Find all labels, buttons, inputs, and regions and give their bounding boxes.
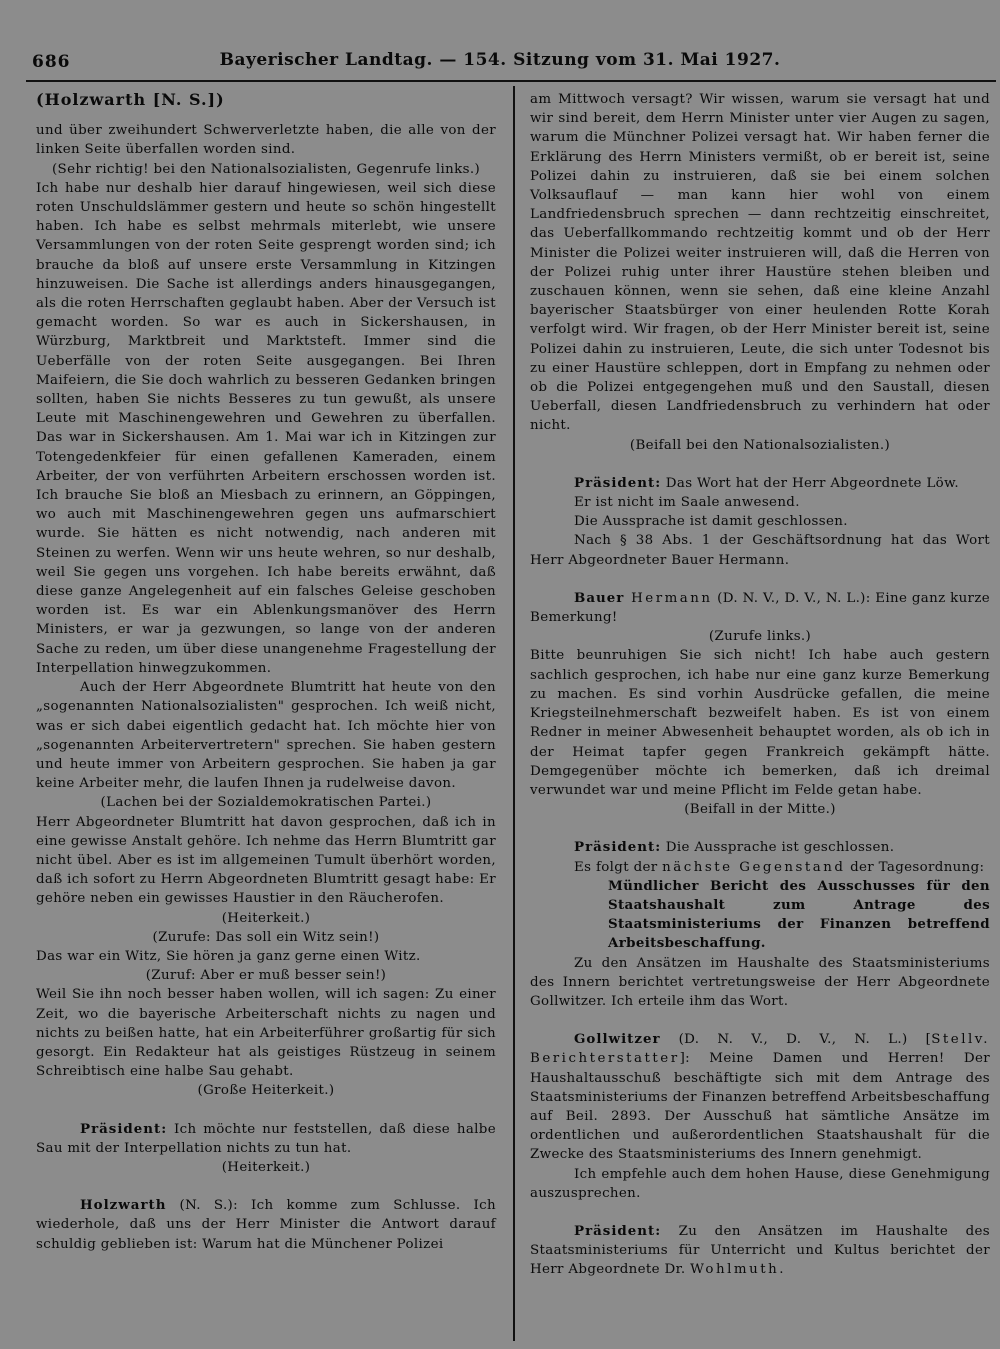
right-column <box>530 90 990 1280</box>
speech-text: (N. S.): Ich komme zum Schlusse. Ich wiederhole, daß uns der Herr Minister die Antwort darauf schuldig geblieben ist: Warum hat die Münchener Polizei <box>36 1198 496 1252</box>
interjection: (Heiterkeit.) <box>221 1159 311 1175</box>
speech-bauer <box>530 589 990 627</box>
speaker-name: Holzwarth <box>80 1197 167 1214</box>
interjection: (Große Heiterkeit.) <box>197 1083 335 1099</box>
interjection: (Zurufe links.) <box>708 629 812 645</box>
header-rule <box>26 80 996 82</box>
speech-president <box>36 1120 496 1158</box>
running-title: Bayerischer Landtag. — 154. Sitzung vom 31. Mai 1927. <box>219 50 781 70</box>
speech-president: Präsident: Zu den Ansätzen im Haushalte des Staatsministeriums für Unterricht und Kultus berichtet der Herr Abgeordnete Dr. Wohlmuth. <box>530 1222 990 1278</box>
paragraph: Ich habe nur deshalb hier darauf hingewiesen, weil sich diese roten Unschuldslämmer gestern und heute so schön hingestellt haben. Ich habe es selbst mehrmals miterlebt, wie unsere Versammlungen von der roten Seite gesprengt worden sind; ich brauche da bloß auf unsere erste Versammlung in Kitzingen hinzuweisen. Die Sache ist allerdings anders hinausgegangen, als die roten Herrschaften geglaubt haben. Aber der Versuch ist gemacht worden. So war es auch in Sickershausen, in Würzburg, Marktbreit und Marktsteft. Immer sind die Ueberfälle von der roten Seite ausgegangen. Bei Ihren Maifeiern, die Sie doch wahrlich zu besseren Gedanken bringen sollten, haben Sie nichts Besseres zu tun gewußt, als unsere Leute mit Maschinengewehren und Gewehren zu überfallen. Das war in Sickershausen. Am 1. Mai war ich in Kitzingen zur Totengedenkfeier für einen gefallenen Kameraden, einem Arbeiter, der von verführten Arbeitern erschossen worden ist. Ich brauche Sie bloß an Miesbach zu erinnern, an Göppingen, wo auch mit Maschinengewehren gegen uns aufmarschiert wurde. Sie hätten es nicht notwendig, nach anderen mit Steinen zu werfen. Wenn wir uns heute wehren, so nur deshalb, weil Sie gegen uns vorgehen. Ich habe bereits erwähnt, daß diese ganze Angelegenheit auf ein falsches Geleise geschoben worden ist. Es war ein Ablenkungsmanöver des Herrn Ministers, er war ja gezwungen, so lange von der anderen Sache zu reden, um über diese unangenehme Fragestellung der Interpellation hinwegzukommen. <box>36 180 496 676</box>
speech-president <box>530 474 990 493</box>
interjection: (Beifall in der Mitte.) <box>684 802 836 818</box>
paragraph: am Mittwoch versagt? Wir wissen, warum sie versagt hat und wir sind bereit, dem Herrn Minister unter vier Augen zu sagen, warum die Münchner Polizei versagt hat. Wir haben ferner die Erklärung des Herrn Ministers vermißt, ob er bereit ist, seine Polizei dahin zu instruieren, daß sie bei einem solchen Volksauflauf — man kann hier wohl von einem Landfriedensbruch sprechen — dann rechtzeitig einschreitet, das Ueberfallkommando rechtzeitig kommt und ob der Herr Minister die Polizei weiter instruieren will, daß die Herren von der Polizei ruhig unter ihrer Haustüre stehen bleiben und zuschauen können, wenn sie sehen, daß eine kleine Anzahl bayerischer Staatsbürger von einer heulenden Rotte Korah verfolgt wird. Wir fragen, ob der Herr Minister bereit ist, seine Polizei dahin zu instruieren, Leute, die sich unter Todesnot bis zu einer Haustüre schleppen, dort in Empfang zu nehmen oder ob die Polizei entgegengehen muß und den Saustall, diesen Ueberfall, diesen Landfriedensbruch zu verhindern hat oder nicht. <box>530 92 990 434</box>
paragraph: Nach § 38 Abs. 1 der Geschäftsordnung hat das Wort Herr Abgeordneter Bauer Hermann. <box>530 533 990 568</box>
speaker-firstname: Hermann <box>624 590 713 606</box>
speaker-name: Präsident: <box>574 1222 662 1239</box>
speech-text: Das Wort hat der Herr Abgeordnete Löw. <box>661 475 959 491</box>
continued-speaker: (Holzwarth [N. S.]) <box>36 90 225 109</box>
interjection: (Sehr richtig! bei den Nationalsozialisten, Gegenrufe links.) <box>51 161 481 177</box>
interjection: (Heiterkeit.) <box>221 910 311 926</box>
speaker-name: Gollwitzer <box>574 1031 661 1048</box>
paragraph: Ich empfehle auch dem hohen Hause, diese Genehmigung auszusprechen. <box>530 1166 990 1201</box>
page-header <box>0 0 1000 80</box>
paragraph: Das war ein Witz, Sie hören ja ganz gerne einen Witz. <box>36 948 421 964</box>
interjection: (Zuruf: Aber er muß besser sein!) <box>145 968 387 984</box>
agenda-intro: Es folgt der nächste Gegenstand der Tagesordnung: <box>574 859 985 875</box>
speech-text: (D. N. V., D. V., N. L.): Eine ganz kurze Bemerkung! <box>530 590 990 626</box>
speaker-name: Präsident: <box>80 1120 168 1137</box>
left-column <box>36 90 496 1254</box>
speech-gollwitzer: Gollwitzer (D. N. V., D. V., N. L.) [Stellv. Berichterstatter]: Meine Damen und Herren! Der Haushaltausschuß beschäftigte sich mit dem Antrage des Staatsministeriums der Finanzen betreffend Arbeitsbeschaffung auf Beil. 2893. Der Ausschuß hat sämtliche Ansätze im ordentlichen und außerordentlichen Staatshaushalt für die Zwecke des Staatsministeriums des Innern genehmigt. <box>530 1031 990 1163</box>
speech-text: Ich möchte nur feststellen, daß diese halbe Sau mit der Interpellation nichts zu tun hat. <box>36 1121 496 1156</box>
page-number: 686 <box>32 52 71 72</box>
paragraph: und über zweihundert Schwerverletzte haben, die alle von der linken Seite überfallen worden sind. <box>36 123 496 158</box>
paragraph: Auch der Herr Abgeordnete Blumtritt hat heute von den „sogenannten Nationalsozialisten" gesprochen. Ich weiß nicht, was er sich dabei eigentlich gedacht hat. Ich möchte hier von „sogenannten Arbeitervertretern" sprechen. Sie haben gestern und heute immer von Arbeitern gesprochen. Sie haben ja gar keine Arbeiter mehr, die laufen Ihnen ja rudelweise davon. <box>36 680 496 792</box>
interjection: (Beifall bei den Nationalsozialisten.) <box>629 437 891 453</box>
speaker-name: Bauer <box>574 589 625 606</box>
paragraph: Er ist nicht im Saale anwesend. <box>574 495 800 511</box>
speech-president <box>530 838 990 857</box>
agenda-item: Mündlicher Bericht des Ausschusses für den Staatshaushalt zum Antrage des Staatsministeriums der Finanzen betreffend Arbeitsbeschaffung. <box>608 877 990 952</box>
speech-holzwarth <box>36 1196 496 1254</box>
column-divider <box>513 86 515 1341</box>
paragraph: Weil Sie ihn noch besser haben wollen, will ich sagen: Zu einer Zeit, wo die bayerische Arbeiterschaft nichts zu nagen und nichts zu beißen hatte, hat ein Arbeiterführer großartig für sich gesorgt. Ein Redakteur hat als geistiges Rüstzeug in seinem Schreibtisch eine halbe Sau gehabt. <box>36 987 496 1080</box>
speech-text: Die Aussprache ist geschlossen. <box>661 840 895 856</box>
paragraph: Zu den Ansätzen im Haushalte des Staatsministeriums des Innern berichtet vertretungsweise der Herr Abgeordnete Gollwitzer. Ich erteile ihm das Wort. <box>530 955 990 1009</box>
speaker-name: Präsident: <box>574 839 662 856</box>
paragraph: Bitte beunruhigen Sie sich nicht! Ich habe auch gestern sachlich gesprochen, ich habe nur eine ganz kurze Bemerkung zu machen. Es sind vorhin Ausdrücke gefallen, die meine Kriegsteilnehmerschaft bezweifelt haben. Es ist von einem Redner in meiner Abwesenheit behauptet worden, als ob ich in der Heimat tapfer gegen Frankreich gekämpft hätte. Demgegenüber möchte ich bemerken, daß ich dreimal verwundet war und meine Pflicht im Felde getan habe. <box>530 648 990 798</box>
speaker-name: Präsident: <box>574 474 662 491</box>
interjection: (Lachen bei der Sozialdemokratischen Partei.) <box>100 795 432 811</box>
paragraph: Die Aussprache ist damit geschlossen. <box>574 514 848 530</box>
paragraph: Herr Abgeordneter Blumtritt hat davon gesprochen, daß ich in eine gewisse Anstalt gehöre. Ich nehme das Herrn Blumtritt gar nicht übel. Aber es ist im allgemeinen Tumult überhört worden, daß ich sofort zu Herrn Abgeordneten Blumtritt gesagt habe: Er gehöre neben ein gewisses Haustier in den Räucherofen. <box>36 814 496 907</box>
interjection: (Zurufe: Das soll ein Witz sein!) <box>152 929 380 945</box>
